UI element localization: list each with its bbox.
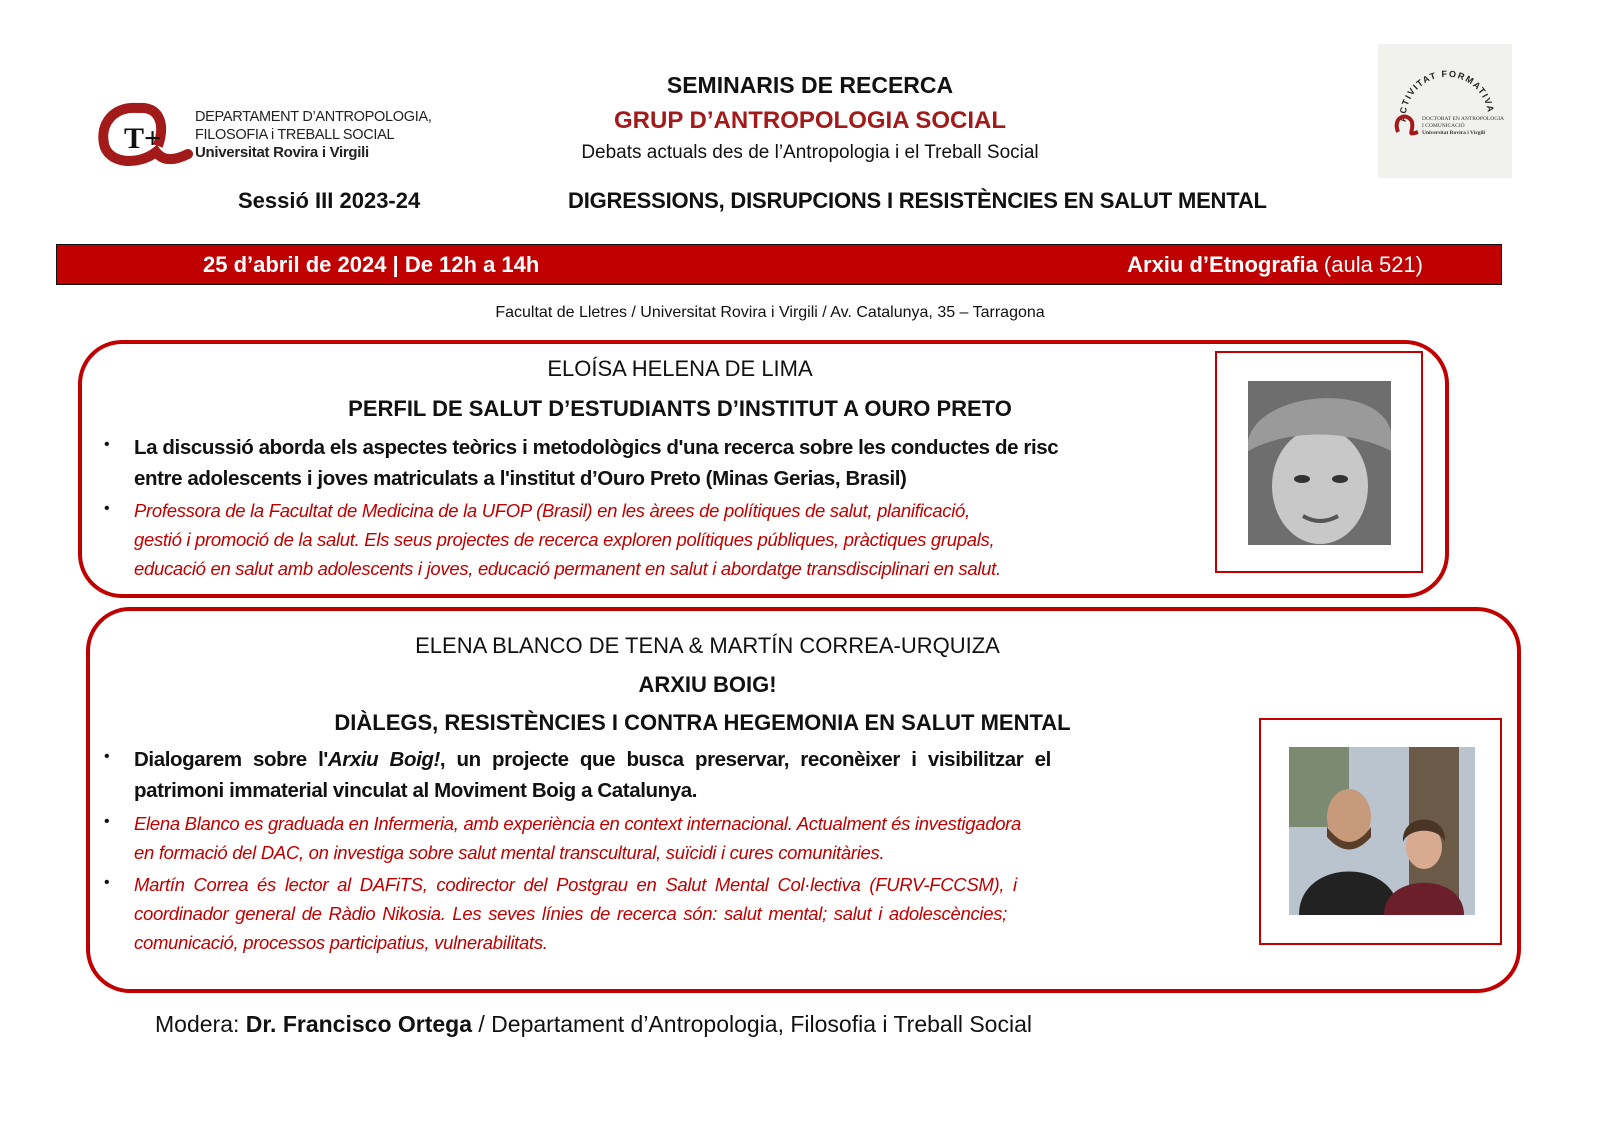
bio-line: coordinador general de Ràdio Nikosia. Les seves línies de recerca són: salut mental; salut i adolescències; xyxy=(134,903,1008,924)
talk-2-speakers: ELENA BLANCO DE TENA & MARTÍN CORREA-URQUIZA xyxy=(415,633,1000,658)
summary-line: entre adolescents i joves matriculats a l'institut d’Ouro Preto (Minas Gerias, Brasil) xyxy=(134,467,907,490)
logo-line: DEPARTAMENT D’ANTROPOLOGIA, xyxy=(195,109,432,125)
moderator-label: Modera: xyxy=(155,1011,246,1037)
svg-text:T+: T+ xyxy=(124,122,162,155)
bullet: • xyxy=(104,500,110,517)
summary-line: patrimoni immaterial vinculat al Moviment Boig a Catalunya. xyxy=(134,779,698,802)
stamp-line: I COMUNICACIÓ xyxy=(1422,123,1465,129)
moderator-name: Dr. Francisco Ortega xyxy=(245,1011,473,1037)
summary-text: , un projecte que busca preservar, reconèixer i visibilitzar el xyxy=(439,748,1051,771)
stamp-arc xyxy=(1378,44,1512,178)
bio-line: educació en salut amb adolescents i joves, educació permanent en salut i abordatge transdisciplinari en salut. xyxy=(134,558,1001,579)
talk-2-title: ARXIU BOIG! xyxy=(638,672,777,697)
session-theme: DIGRESSIONS, DISRUPCIONS I RESISTÈNCIES EN SALUT MENTAL xyxy=(568,188,1267,213)
stamp-line: Universitat Rovira i Virgili xyxy=(1422,130,1486,136)
logo-university: Universitat Rovira i Virgili xyxy=(195,144,369,161)
department-name xyxy=(195,108,432,162)
speaker-1-photo xyxy=(1248,381,1391,545)
moderator xyxy=(155,1011,1032,1038)
speaker-1-photo-frame xyxy=(1215,351,1423,573)
talk-1-title: PERFIL DE SALUT D’ESTUDIANTS D’INSTITUT A OURO PRETO xyxy=(348,396,1012,421)
bullet: • xyxy=(104,874,110,891)
venue-room: (aula 521) xyxy=(1317,252,1423,277)
bullet: • xyxy=(104,813,110,830)
date-time: 25 d’abril de 2024 | De 12h a 14h xyxy=(203,252,540,277)
talk-2-subtitle: DIÀLEGS, RESISTÈNCIES I CONTRA HEGEMONIA EN SALUT MENTAL xyxy=(334,710,1071,735)
date-place-bar xyxy=(56,244,1502,285)
subtitle: Debats actuals des de l’Antropologia i el Treball Social xyxy=(581,142,1039,163)
speakers-2-photo xyxy=(1289,747,1475,915)
bio-line: en formació del DAC, on investiga sobre salut mental transcultural, suïcidi i cures comunitàries. xyxy=(134,842,885,863)
speakers-2-photo-frame xyxy=(1259,718,1502,945)
svg-text:ACTIVITAT FORMATIVA: ACTIVITAT FORMATIVA xyxy=(1397,68,1497,123)
bio-line: Martín Correa és lector al DAFiTS, codirector del Postgrau en Salut Mental Col·lectiva (FURV-FCCSM), i xyxy=(134,874,1017,895)
logo-line: FILOSOFIA i TREBALL SOCIAL xyxy=(195,127,395,143)
talk-1-speaker: ELOÍSA HELENA DE LIMA xyxy=(547,356,813,381)
page-title: SEMINARIS DE RECERCA xyxy=(666,72,954,98)
activitat-formativa-stamp xyxy=(1378,44,1512,178)
urv-logo xyxy=(98,102,193,168)
venue-name: Arxiu d’Etnografia xyxy=(1127,252,1318,277)
stamp-line: DOCTORAT EN ANTROPOLOGIA xyxy=(1422,116,1504,122)
bio-line: comunicació, processos participatius, vulnerabilitats. xyxy=(134,932,548,953)
address: Facultat de Lletres / Universitat Rovira i Virgili / Av. Catalunya, 35 – Tarragona xyxy=(495,304,1045,321)
bio-line: gestió i promoció de la salut. Els seus projectes de recerca exploren polítiques públiques, pràctiques grupals, xyxy=(134,529,995,550)
moderator-affiliation: / Departament d’Antropologia, Filosofia i Treball Social xyxy=(472,1011,1032,1037)
bullet: • xyxy=(104,748,110,765)
summary-text: Dialogarem sobre l' xyxy=(134,748,328,771)
summary-emphasis: Arxiu Boig! xyxy=(327,748,440,771)
bio-line: Elena Blanco es graduada en Infermeria, amb experiència en context internacional. Actualment és investigadora xyxy=(134,813,1022,834)
bio-line: Professora de la Facultat de Medicina de la UFOP (Brasil) en les àrees de polítiques de salut, planificació, xyxy=(134,500,970,521)
summary-line: La discussió aborda els aspectes teòrics i metodològics d'una recerca sobre les conductes de risc xyxy=(134,436,1059,459)
session-label: Sessió III 2023-24 xyxy=(238,188,421,213)
venue xyxy=(1127,252,1423,278)
group-name: GRUP D’ANTROPOLOGIA SOCIAL xyxy=(613,107,1006,134)
bullet: • xyxy=(104,436,110,453)
